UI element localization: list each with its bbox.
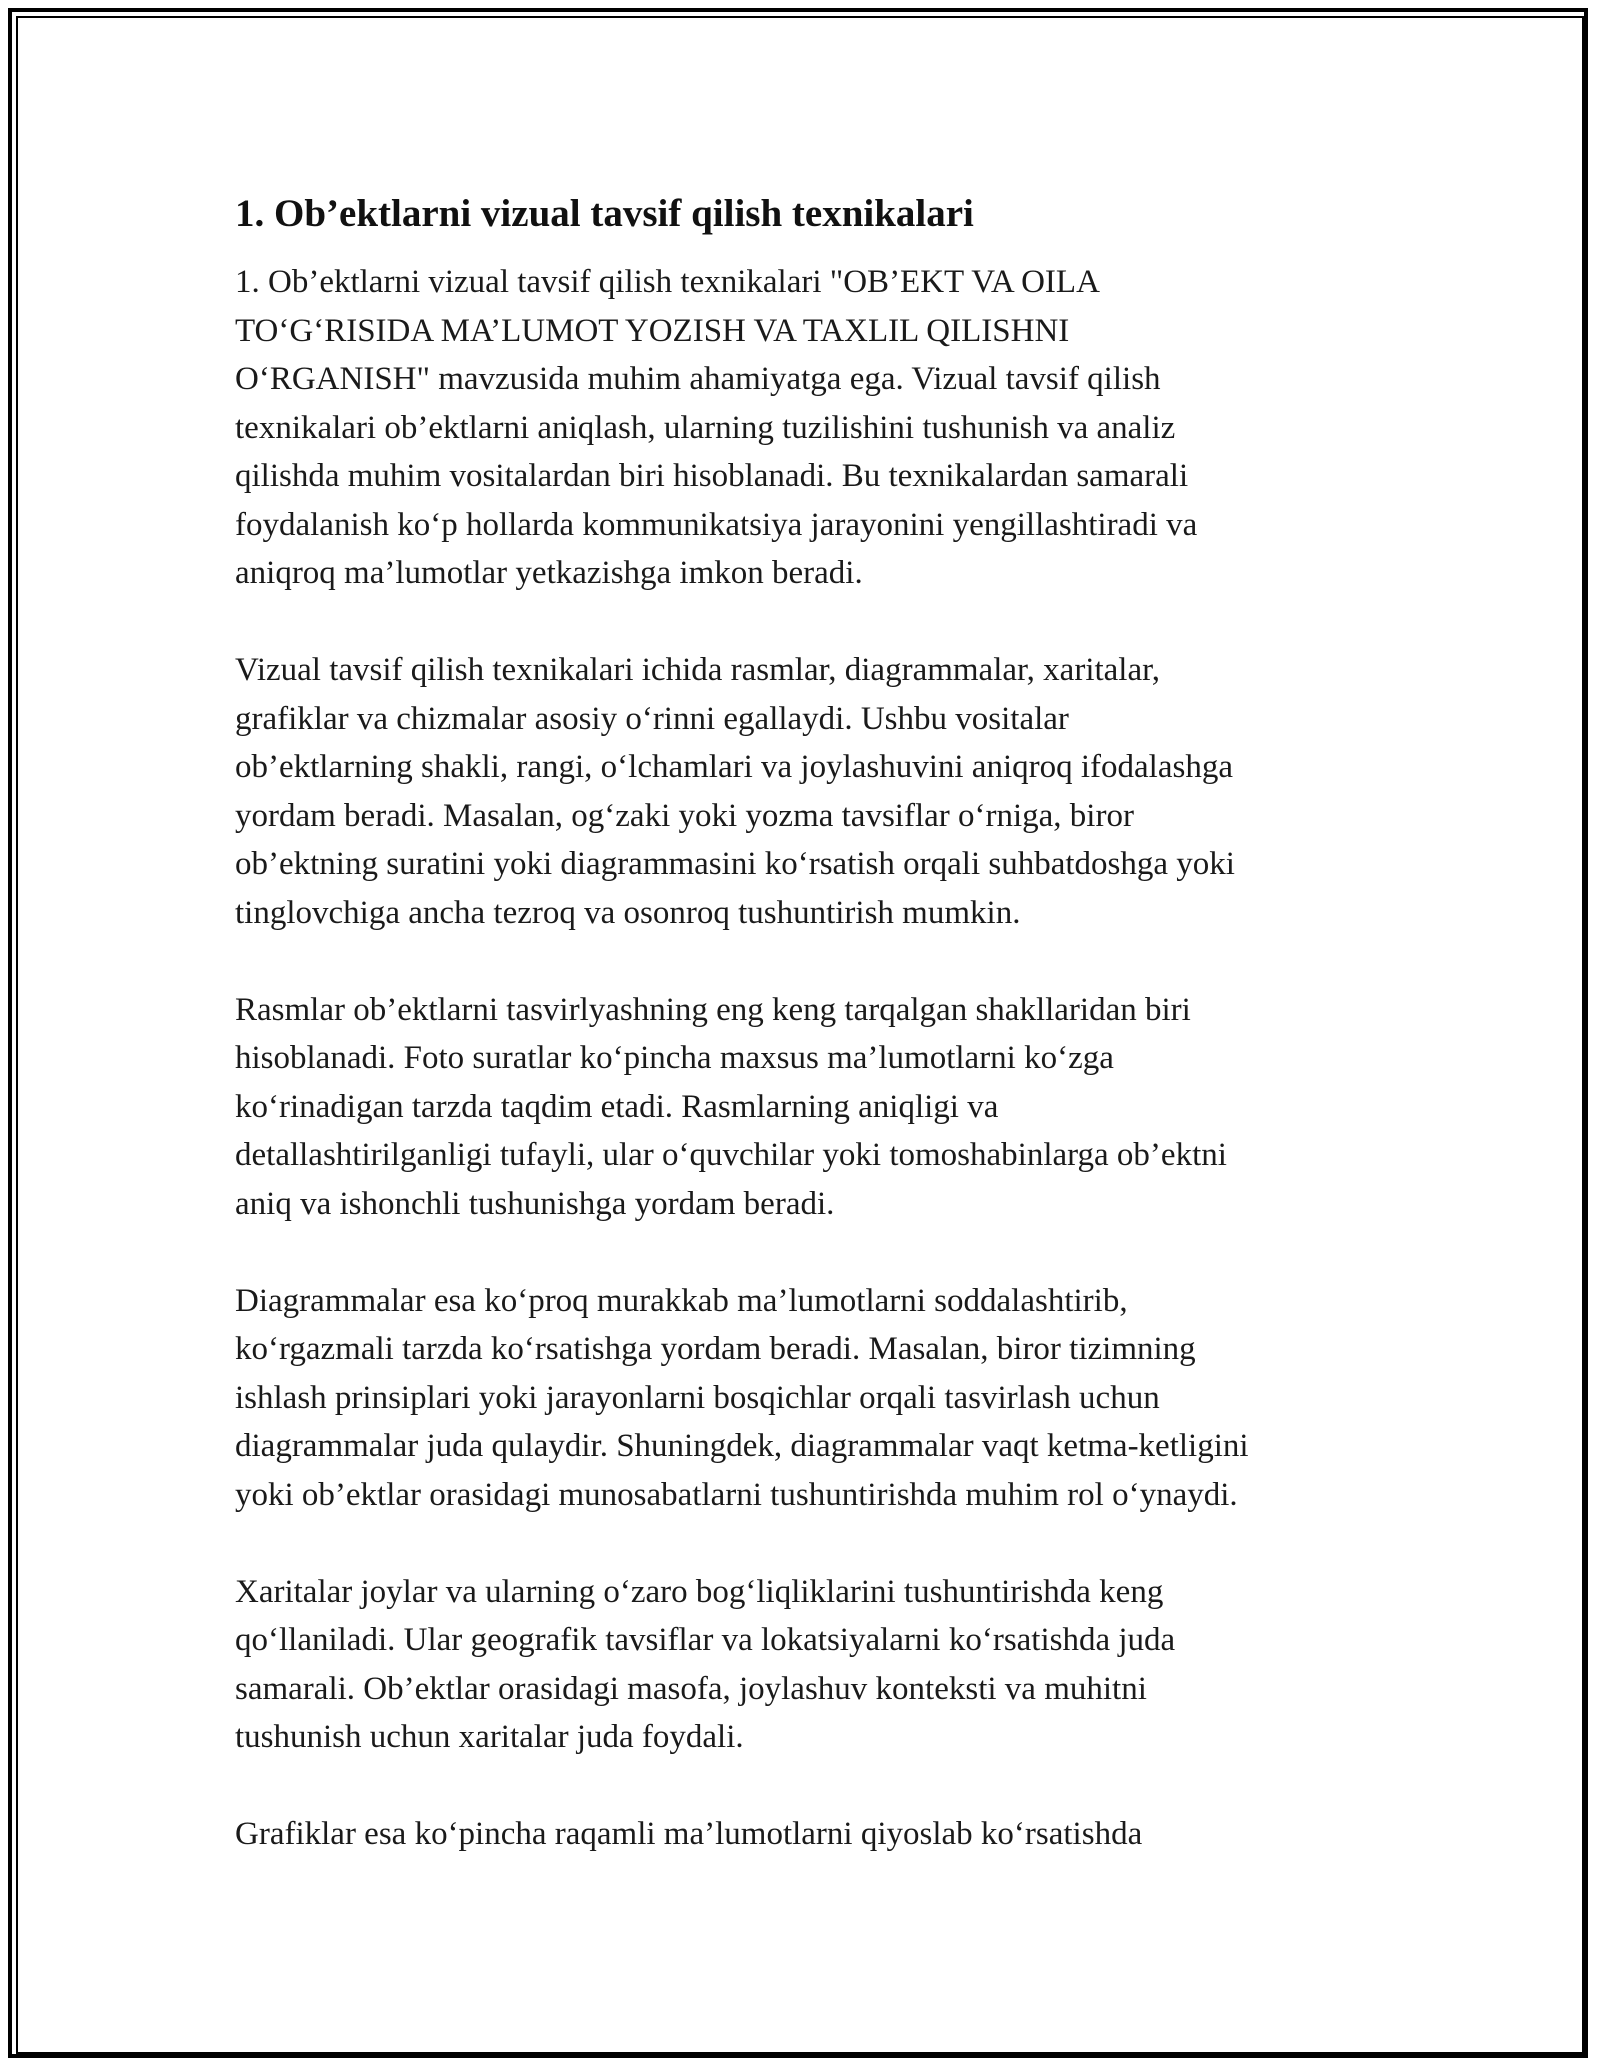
- paragraph-line: Vizual tavsif qilish texnikalari ichida rasmlar, diagrammalar, xaritalar,: [235, 652, 1161, 688]
- paragraph-line: yordam beradi. Masalan, og‘zaki yoki yozma tavsiflar o‘rniga, biror: [235, 797, 1134, 834]
- paragraph-line: ob’ektlarning shakli, rangi, o‘lchamlari va joylashuvini aniqroq ifodalashga: [235, 749, 1233, 785]
- paragraph-4: [235, 1277, 1375, 1520]
- paragraph-line: O‘RGANISH" mavzusida muhim ahamiyatga ega. Vizual tavsif qilish: [235, 361, 1161, 397]
- paragraph-line: Xaritalar joylar va ularning o‘zaro bog‘liqliklarini tushuntirishda keng: [235, 1573, 1164, 1610]
- paragraph-line: Grafiklar esa ko‘pincha raqamli ma’lumotlarni qiyoslab ko‘rsatishda: [235, 1816, 1143, 1852]
- paragraph-line: yoki ob’ektlar orasidagi munosabatlarni tushuntirishda muhim rol o‘ynaydi.: [235, 1476, 1238, 1513]
- paragraph-line: Rasmlar ob’ektlarni tasvirlyashning eng keng tarqalgan shakllaridan biri: [235, 991, 1191, 1028]
- paragraph-line: grafiklar va chizmalar asosiy o‘rinni egallaydi. Ushbu vositalar: [235, 700, 1069, 737]
- paragraph-line: 1. Ob’ektlarni vizual tavsif qilish texnikalari "OB’EKT VA OILA: [235, 264, 1100, 300]
- paragraph-line: ob’ektning suratini yoki diagrammasini ko‘rsatish orqali suhbatdoshga yoki: [235, 846, 1235, 882]
- paragraph-line: detallashtirilganligi tufayli, ular o‘quvchilar yoki tomoshabinlarga ob’ektni: [235, 1137, 1227, 1173]
- paragraph-line: ishlash prinsiplari yoki jarayonlarni bosqichlar orqali tasvirlash uchun: [235, 1379, 1160, 1416]
- document-body: [235, 182, 1375, 1907]
- paragraph-line: texnikalari ob’ektlarni aniqlash, ularning tuzilishini tushunish va analiz: [235, 409, 1176, 446]
- paragraph-line: TO‘G‘RISIDA MA’LUMOT YOZISH VA TAXLIL QILISHNI: [235, 312, 1070, 349]
- paragraph-3: [235, 986, 1375, 1229]
- paragraph-5: [235, 1568, 1375, 1762]
- paragraph-line: ko‘rgazmali tarzda ko‘rsatishga yordam beradi. Masalan, biror tizimning: [235, 1331, 1196, 1367]
- paragraph-line: qilishda muhim vositalardan biri hisoblanadi. Bu texnikalardan samarali: [235, 458, 1189, 494]
- paragraph-line: aniq va ishonchli tushunishga yordam beradi.: [235, 1185, 835, 1222]
- paragraph-line: ko‘rinadigan tarzda taqdim etadi. Rasmlarning aniqligi va: [235, 1088, 999, 1125]
- paragraph-6: [235, 1810, 1375, 1859]
- paragraph-line: foydalanish ko‘p hollarda kommunikatsiya jarayonini yengillashtiradi va: [235, 506, 1198, 543]
- paragraph-1: [235, 258, 1375, 598]
- paragraph-line: hisoblanadi. Foto suratlar ko‘pincha maxsus ma’lumotlarni ko‘zga: [235, 1040, 1114, 1076]
- paragraph-2: [235, 646, 1375, 937]
- paragraph-line: samarali. Ob’ektlar orasidagi masofa, joylashuv konteksti va muhitni: [235, 1670, 1147, 1707]
- paragraph-line: tushunish uchun xaritalar juda foydali.: [235, 1719, 744, 1755]
- paragraph-line: qo‘llaniladi. Ular geografik tavsiflar va lokatsiyalarni ko‘rsatishda juda: [235, 1622, 1176, 1658]
- paragraph-line: Diagrammalar esa ko‘proq murakkab ma’lumotlarni soddalashtirib,: [235, 1282, 1128, 1319]
- document-title: 1. Ob’ektlarni vizual tavsif qilish texnikalari: [235, 192, 974, 235]
- paragraph-line: aniqroq ma’lumotlar yetkazishga imkon beradi.: [235, 555, 863, 591]
- paragraph-line: tinglovchiga ancha tezroq va osonroq tushuntirish mumkin.: [235, 894, 1021, 931]
- paragraph-line: diagrammalar juda qulaydir. Shuningdek, diagrammalar vaqt ketma-ketligini: [235, 1428, 1249, 1464]
